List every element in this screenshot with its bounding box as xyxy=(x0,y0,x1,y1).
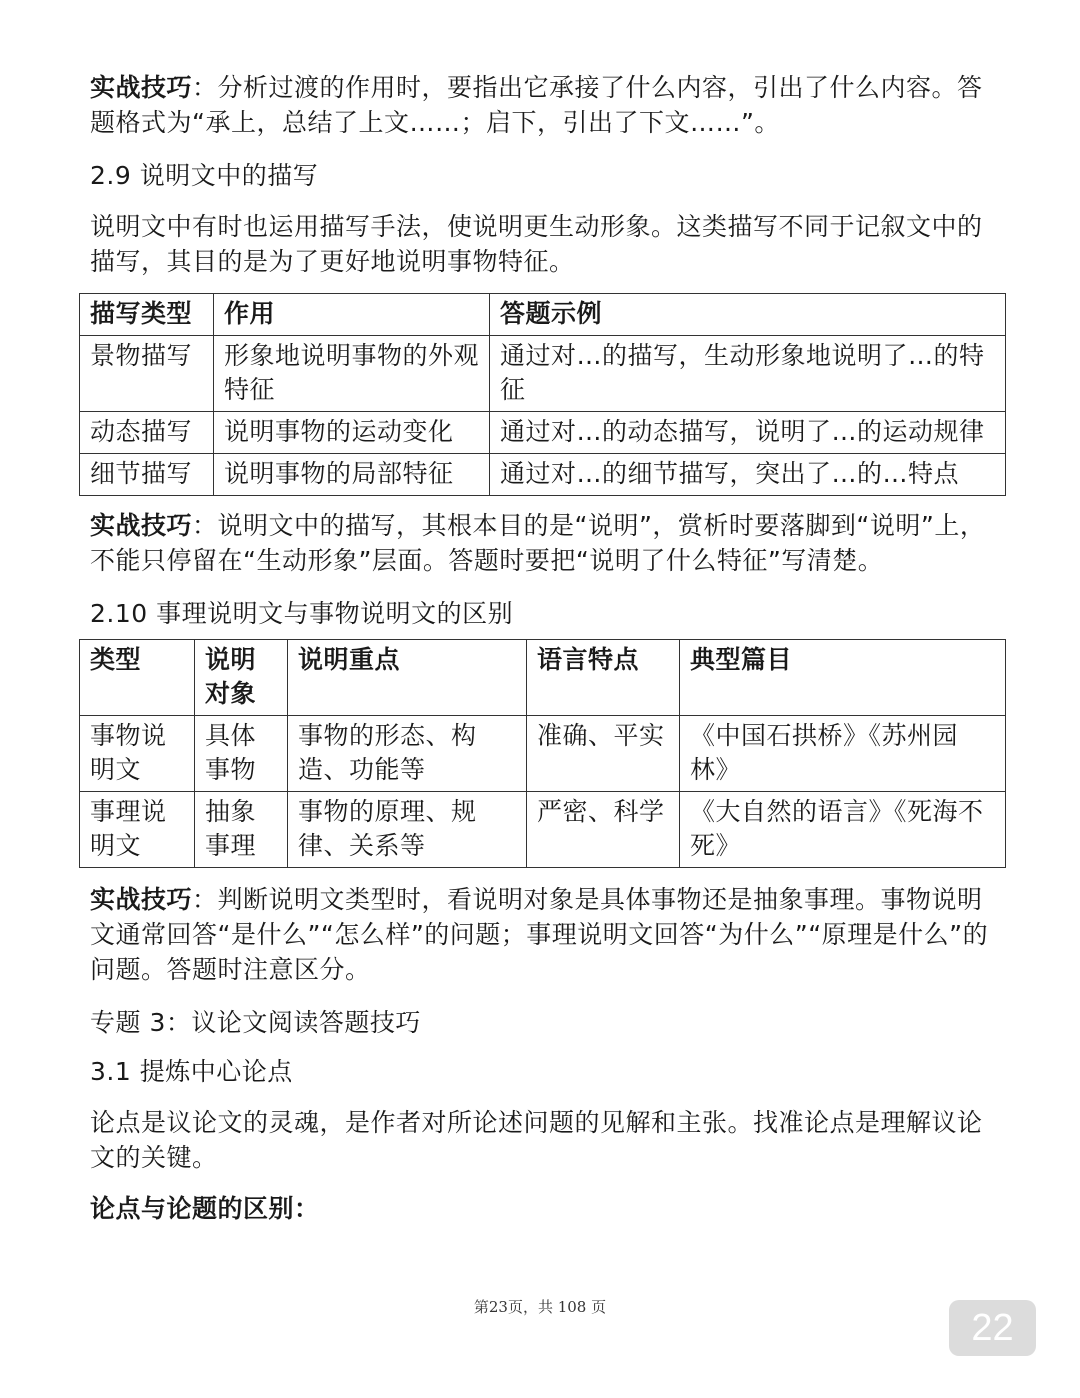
table-cell: 说明事物的局部特征 xyxy=(214,454,490,496)
description-types-table xyxy=(79,293,1006,496)
table-header-row xyxy=(80,294,1006,336)
table-cell: 通过对…的描写，生动形象地说明了…的特征 xyxy=(490,336,1006,412)
paragraph-argument-intro: 论点是议论文的灵魂，是作者对所论述问题的见解和主张。找准论点是理解议论文的关键。 xyxy=(90,1108,983,1172)
table-cell: 事物的形态、构造、功能等 xyxy=(288,716,527,792)
table-cell: 动态描写 xyxy=(80,412,214,454)
table-row xyxy=(80,454,1006,496)
practical-tip-types xyxy=(90,882,1006,987)
table-cell: 严密、科学 xyxy=(527,792,680,868)
table-cell: 《大自然的语言》《死海不死》 xyxy=(680,792,1006,868)
tip-text: ：分析过渡的作用时，要指出它承接了什么内容，引出了什么内容。答题格式为“承上，总结了上文……；启下，引出了下文……”。 xyxy=(90,73,983,137)
table-cell: 通过对…的动态描写，说明了…的运动规律 xyxy=(490,412,1006,454)
table-cell: 事物的原理、规律、关系等 xyxy=(288,792,527,868)
practical-tip-transition xyxy=(90,70,1006,140)
table-header-cell: 作用 xyxy=(214,294,490,336)
page-number-badge: 22 xyxy=(949,1300,1036,1356)
document-page xyxy=(90,70,1006,1226)
table-cell: 事理说明文 xyxy=(80,792,195,868)
tip-label: 实战技巧 xyxy=(90,73,193,102)
tip-label: 实战技巧 xyxy=(90,511,193,540)
topic-heading-3: 专题 3：议论文阅读答题技巧 xyxy=(90,1008,421,1037)
table-cell: 抽象事理 xyxy=(195,792,288,868)
table-row xyxy=(80,716,1006,792)
table-header-row xyxy=(80,640,1006,716)
table-row xyxy=(80,412,1006,454)
table-header-cell: 典型篇目 xyxy=(680,640,1006,716)
table-cell: 形象地说明事物的外观特征 xyxy=(214,336,490,412)
table-cell: 通过对…的细节描写，突出了…的…特点 xyxy=(490,454,1006,496)
table-header-cell: 说明对象 xyxy=(195,640,288,716)
page-footer: 第23页，共 108 页 xyxy=(473,1298,607,1316)
table-cell: 细节描写 xyxy=(80,454,214,496)
tip-text: ：判断说明文类型时，看说明对象是具体事物还是抽象事理。事物说明文通常回答“是什么”“怎么样”的问题；事理说明文回答“为什么”“原理是什么”的问题。答题时注意区分。 xyxy=(90,885,989,984)
table-header-cell: 类型 xyxy=(80,640,195,716)
table-cell: 事物说明文 xyxy=(80,716,195,792)
table-cell: 说明事物的运动变化 xyxy=(214,412,490,454)
table-row xyxy=(80,336,1006,412)
table-header-cell: 描写类型 xyxy=(80,294,214,336)
table-cell: 景物描写 xyxy=(80,336,214,412)
section-heading-3-1: 3.1 提炼中心论点 xyxy=(90,1057,293,1086)
section-heading-2-9: 2.9 说明文中的描写 xyxy=(90,161,319,190)
table-cell: 具体事物 xyxy=(195,716,288,792)
table-header-cell: 语言特点 xyxy=(527,640,680,716)
bold-subheading-argument-vs-topic: 论点与论题的区别： xyxy=(90,1194,320,1223)
table-cell: 《中国石拱桥》《苏州园林》 xyxy=(680,716,1006,792)
section-heading-2-10: 2.10 事理说明文与事物说明文的区别 xyxy=(90,599,514,628)
practical-tip-description xyxy=(90,508,1006,578)
expository-types-table xyxy=(79,639,1006,868)
tip-text: ：说明文中的描写，其根本目的是“说明”，赏析时要落脚到“说明”上，不能只停留在“生动形象”层面。答题时要把“说明了什么特征”写清楚。 xyxy=(90,511,986,575)
table-header-cell: 答题示例 xyxy=(490,294,1006,336)
paragraph-description-intro: 说明文中有时也运用描写手法，使说明更生动形象。这类描写不同于记叙文中的描写，其目的是为了更好地说明事物特征。 xyxy=(90,212,983,276)
table-header-cell: 说明重点 xyxy=(288,640,527,716)
table-row xyxy=(80,792,1006,868)
table-cell: 准确、平实 xyxy=(527,716,680,792)
tip-label: 实战技巧 xyxy=(90,885,193,914)
